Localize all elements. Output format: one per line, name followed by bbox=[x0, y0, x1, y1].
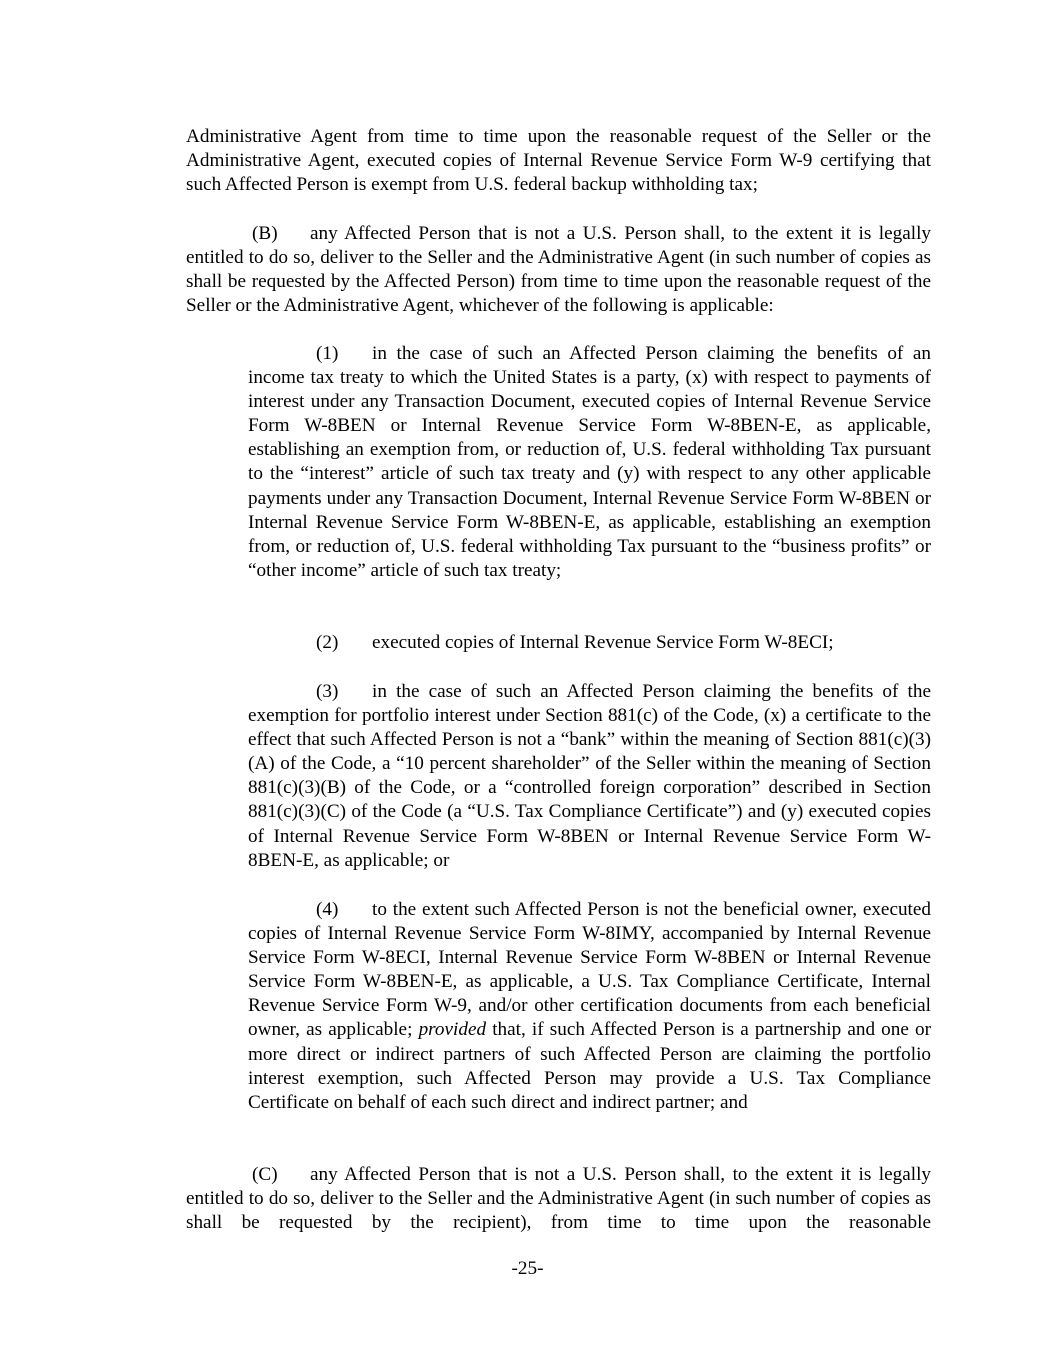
item-3-paragraph bbox=[248, 680, 931, 873]
clause-b-paragraph bbox=[186, 222, 931, 318]
item-3-text: in the case of such an Affected Person claiming the benefits of the exemption for portfolio interest under Section 881(c) of the Code, (x) a certificate to the effect that such Affected Person is not a “bank” within the meaning of Section 881(c)(3)(A) of the Code, a “10 percent shareholder” of the Seller within the meaning of Section 881(c)(3)(B) of the Code, or a “controlled foreign corporation” described in Section 881(c)(3)(C) of the Code (a “U.S. Tax Compliance Certificate”) and (y) executed copies of Internal Revenue Service Form W-8BEN or Internal Revenue Service Form W-8BEN-E, as applicable; or bbox=[248, 681, 931, 871]
clause-b-text: any Affected Person that is not a U.S. Person shall, to the extent it is legally entitled to do so, deliver to the Seller and the Administrative Agent (in such number of copies as shall be requested by the Affected Person) from time to time upon the reasonable request of the Seller or the Administrative Agent, whichever of the following is applicable: bbox=[186, 223, 931, 317]
item-1-paragraph bbox=[248, 342, 931, 583]
item-4-emphasis: provided bbox=[418, 1019, 487, 1041]
clause-c-marker: (C) bbox=[252, 1164, 278, 1185]
clause-c-text: any Affected Person that is not a U.S. Person shall, to the extent it is legally entitled to do so, deliver to the Seller and the Administrative Agent (in such number of copies as shall be requested by the recipient), from time to time upon the reasonable bbox=[186, 1164, 931, 1234]
item-4-marker: (4) bbox=[316, 899, 339, 920]
item-4-text-before: to the extent such Affected Person is not the beneficial owner, executed copies of Internal Revenue Service Form W-8IMY, accompanied by Internal Revenue Service Form W-8ECI, Internal Revenue Service Form W-8BEN or Internal Revenue Service Form W-8BEN-E, as applicable, a U.S. Tax Compliance Certificate, Internal Revenue Service Form W-9, and/or other certification documents from each beneficial owner, as applicable; bbox=[248, 899, 931, 1041]
item-1-marker: (1) bbox=[316, 343, 339, 364]
continuation-paragraph: Administrative Agent from time to time upon the reasonable request of the Seller or the Administrative Agent, executed copies of Internal Revenue Service Form W-9 certifying that such Affected Person is exempt from U.S. federal backup withholding tax; bbox=[186, 126, 931, 196]
clause-b-marker: (B) bbox=[252, 223, 278, 244]
item-2-text: executed copies of Internal Revenue Service Form W-8ECI; bbox=[372, 632, 834, 653]
clause-c-paragraph bbox=[186, 1163, 931, 1235]
item-4-paragraph bbox=[248, 898, 931, 1115]
item-4-text-after: that, if such Affected Person is a partnership and one or more direct or indirect partners of such Affected Person are claiming the portfolio interest exemption, such Affected Person may provide a U.S. Tax Compliance Certificate on behalf of each such direct and indirect partner; and bbox=[248, 1019, 932, 1113]
item-1-text: in the case of such an Affected Person claiming the benefits of an income tax treaty to which the United States is a party, (x) with respect to payments of interest under any Transaction Document, executed copies of Internal Revenue Service Form W-8BEN or Internal Revenue Service Form W-8BEN-E, as applicable, establishing an exemption from, or reduction of, U.S. federal withholding Tax pursuant to the “interest” article of such tax treaty and (y) with respect to any other applicable payments under any Transaction Document, Internal Revenue Service Form W-8BEN or Internal Revenue Service Form W-8BEN-E, as applicable, establishing an exemption from, or reduction of, U.S. federal withholding Tax pursuant to the “business profits” or “other income” article of such tax treaty; bbox=[248, 343, 931, 581]
page-number: -25- bbox=[511, 1258, 544, 1279]
item-2-paragraph bbox=[248, 631, 931, 655]
item-2-marker: (2) bbox=[316, 632, 339, 653]
item-3-marker: (3) bbox=[316, 681, 339, 702]
